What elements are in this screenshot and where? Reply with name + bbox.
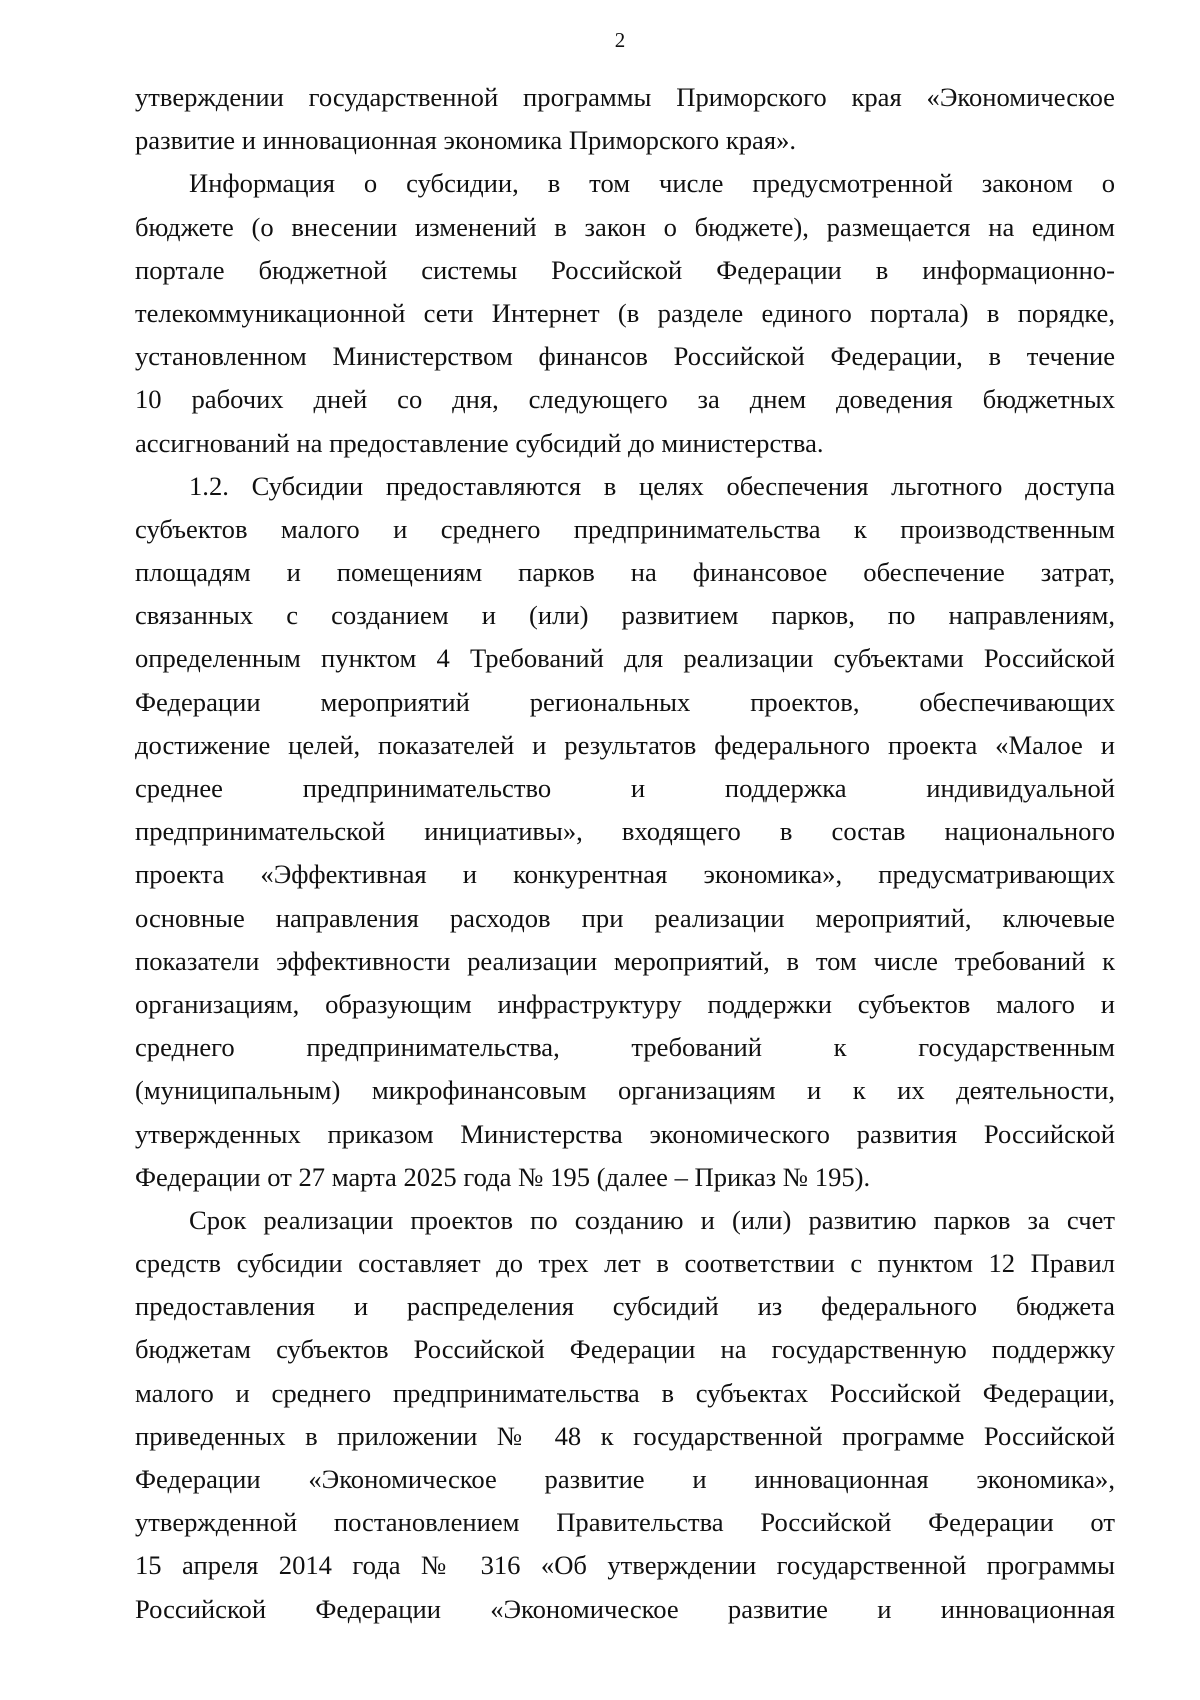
text-line: 1.2. Субсидии предоставляются в целях обеспечения льготного доступа bbox=[189, 470, 1115, 501]
text-line: бюджетам субъектов Российской Федерации на государственную поддержку bbox=[135, 1334, 1115, 1365]
text-line: 10 рабочих дней со дня, следующего за днем доведения бюджетных bbox=[135, 384, 1115, 415]
text-line: телекоммуникационной сети Интернет (в разделе единого портала) в порядке, bbox=[135, 297, 1115, 328]
document-body bbox=[135, 76, 1115, 1631]
text-line: показатели эффективности реализации мероприятий, в том числе требований к bbox=[135, 945, 1115, 976]
text-line: средств субсидии составляет до трех лет в соответствии с пунктом 12 Правил bbox=[135, 1248, 1115, 1279]
text-line: организациям, образующим инфраструктуру поддержки субъектов малого и bbox=[135, 988, 1115, 1019]
text-line: основные направления расходов при реализации мероприятий, ключевые bbox=[135, 902, 1115, 933]
text-line: субъектов малого и среднего предпринимательства к производственным bbox=[135, 513, 1115, 544]
text-line: утвержденной постановлением Правительства Российской Федерации от bbox=[135, 1507, 1115, 1538]
text-line: утвержденных приказом Министерства экономического развития Российской bbox=[135, 1118, 1115, 1149]
text-line: бюджете (о внесении изменений в закон о бюджете), размещается на едином bbox=[135, 211, 1115, 242]
text-line: предоставления и распределения субсидий из федерального бюджета bbox=[135, 1291, 1115, 1322]
text-line: 15 апреля 2014 года № 316 «Об утверждении государственной программы bbox=[135, 1550, 1115, 1581]
text-line: определенным пунктом 4 Требований для реализации субъектами Российской bbox=[135, 643, 1115, 674]
text-line: приведенных в приложении № 48 к государственной программе Российской bbox=[135, 1420, 1115, 1451]
text-line: Информация о субсидии, в том числе предусмотренной законом о bbox=[189, 168, 1115, 199]
text-line: среднего предпринимательства, требований к государственным bbox=[135, 1032, 1115, 1063]
text-line: Российской Федерации «Экономическое развитие и инновационная bbox=[135, 1593, 1115, 1624]
text-line: (муниципальным) микрофинансовым организациям и к их деятельности, bbox=[135, 1075, 1115, 1106]
text-line: предпринимательской инициативы», входящего в состав национального bbox=[135, 816, 1115, 847]
page-number: 2 bbox=[614, 28, 626, 52]
text-line: связанных с созданием и (или) развитием парков, по направлениям, bbox=[135, 600, 1115, 631]
text-line: площадям и помещениям парков на финансовое обеспечение затрат, bbox=[135, 557, 1115, 588]
text-line: Срок реализации проектов по созданию и (или) развитию парков за счет bbox=[189, 1204, 1115, 1235]
text-line: Федерации «Экономическое развитие и инновационная экономика», bbox=[135, 1464, 1115, 1494]
text-line: Федерации от 27 марта 2025 года № 195 (далее – Приказ № 195). bbox=[135, 1161, 871, 1192]
text-line: портале бюджетной системы Российской Федерации в информационно- bbox=[135, 254, 1115, 285]
text-line: среднее предпринимательство и поддержка индивидуальной bbox=[135, 773, 1115, 803]
text-line: достижение целей, показателей и результатов федерального проекта «Малое и bbox=[135, 729, 1115, 760]
text-line: утверждении государственной программы Приморского края «Экономическое bbox=[135, 82, 1115, 112]
text-line: малого и среднего предпринимательства в субъектах Российской Федерации, bbox=[135, 1377, 1115, 1408]
text-line: ассигнований на предоставление субсидий до министерства. bbox=[135, 427, 824, 458]
text-line: Федерации мероприятий региональных проектов, обеспечивающих bbox=[135, 686, 1115, 717]
text-line: проекта «Эффективная и конкурентная экономика», предусматривающих bbox=[135, 859, 1115, 890]
text-line: развитие и инновационная экономика Приморского края». bbox=[135, 125, 797, 156]
text-line: установленном Министерством финансов Российской Федерации, в течение bbox=[135, 341, 1115, 372]
